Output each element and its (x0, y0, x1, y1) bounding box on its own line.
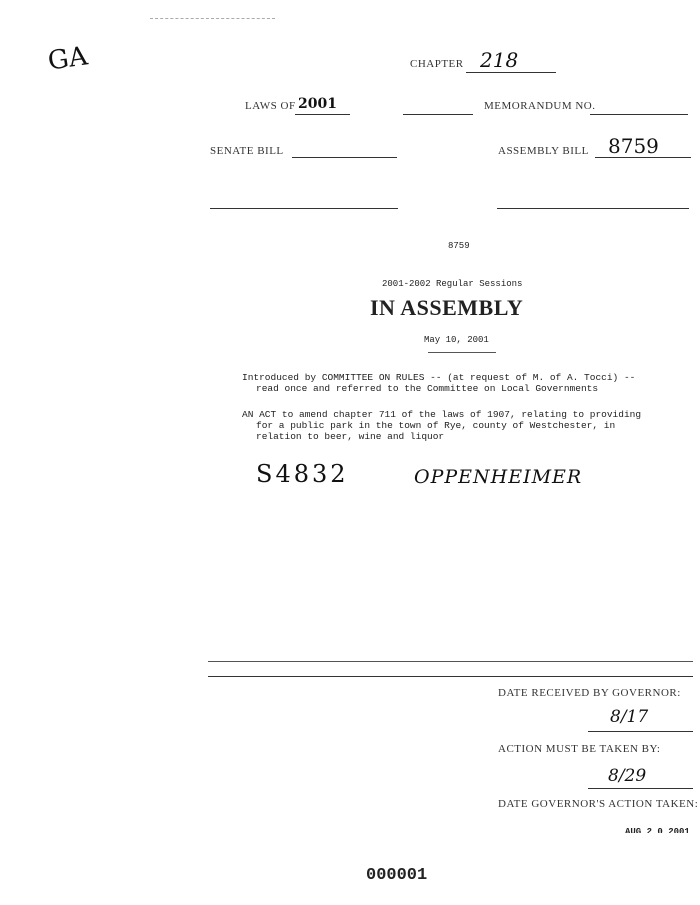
introduced-line-1: Introduced by COMMITTEE ON RULES -- (at request of M. of A. Tocci) -- (242, 372, 636, 383)
introduced-line-2: read once and referred to the Committee on Local Governments (256, 383, 599, 394)
act-line-2: for a public park in the town of Rye, county of Westchester, in (256, 420, 616, 431)
lower-rule-2 (208, 676, 693, 677)
handwritten-sponsor: OPPENHEIMER (414, 466, 583, 488)
page-number: 000001 (366, 866, 428, 885)
blank-underline (403, 114, 473, 115)
chapter-underline (466, 72, 556, 73)
blank-line-right (497, 208, 689, 209)
action-taken-label: DATE GOVERNOR'S ACTION TAKEN: (498, 798, 699, 810)
laws-of-label: LAWS OF (245, 100, 296, 112)
blank-line-left (210, 208, 398, 209)
scan-artifact-line (150, 18, 275, 19)
in-assembly-heading: IN ASSEMBLY (370, 295, 524, 320)
handwritten-corner-mark: GA (46, 41, 90, 77)
chapter-value: 218 (480, 48, 519, 72)
act-line-1: AN ACT to amend chapter 711 of the laws of 1907, relating to providing (242, 409, 642, 420)
action-by-underline (588, 788, 693, 789)
chapter-label: CHAPTER (410, 58, 464, 70)
act-line-3: relation to beer, wine and liquor (256, 431, 445, 442)
session-text: 2001-2002 Regular Sessions (382, 279, 523, 289)
memorandum-underline (590, 114, 688, 115)
assembly-bill-underline (595, 157, 691, 158)
assembly-bill-label: ASSEMBLY BILL (498, 145, 589, 157)
memorandum-label: MEMORANDUM NO. (484, 100, 596, 112)
date-received-label: DATE RECEIVED BY GOVERNOR: (498, 687, 681, 699)
senate-bill-label: SENATE BILL (210, 145, 284, 157)
date-received-value: 8/17 (610, 707, 649, 727)
action-by-label: ACTION MUST BE TAKEN BY: (498, 743, 661, 755)
laws-of-value: 2001 (298, 96, 337, 112)
date-received-underline (588, 731, 693, 732)
laws-of-underline (295, 114, 350, 115)
date-rule (428, 352, 496, 353)
lower-rule-1 (208, 661, 693, 662)
bill-date: May 10, 2001 (424, 335, 489, 345)
assembly-bill-value: 8759 (608, 134, 659, 158)
action-by-value: 8/29 (608, 766, 647, 786)
handwritten-senate-number: S4832 (256, 460, 349, 488)
senate-bill-underline (292, 157, 397, 158)
bill-number: 8759 (448, 241, 470, 251)
action-taken-stamp: AUG 2 0 2001 (625, 827, 690, 833)
